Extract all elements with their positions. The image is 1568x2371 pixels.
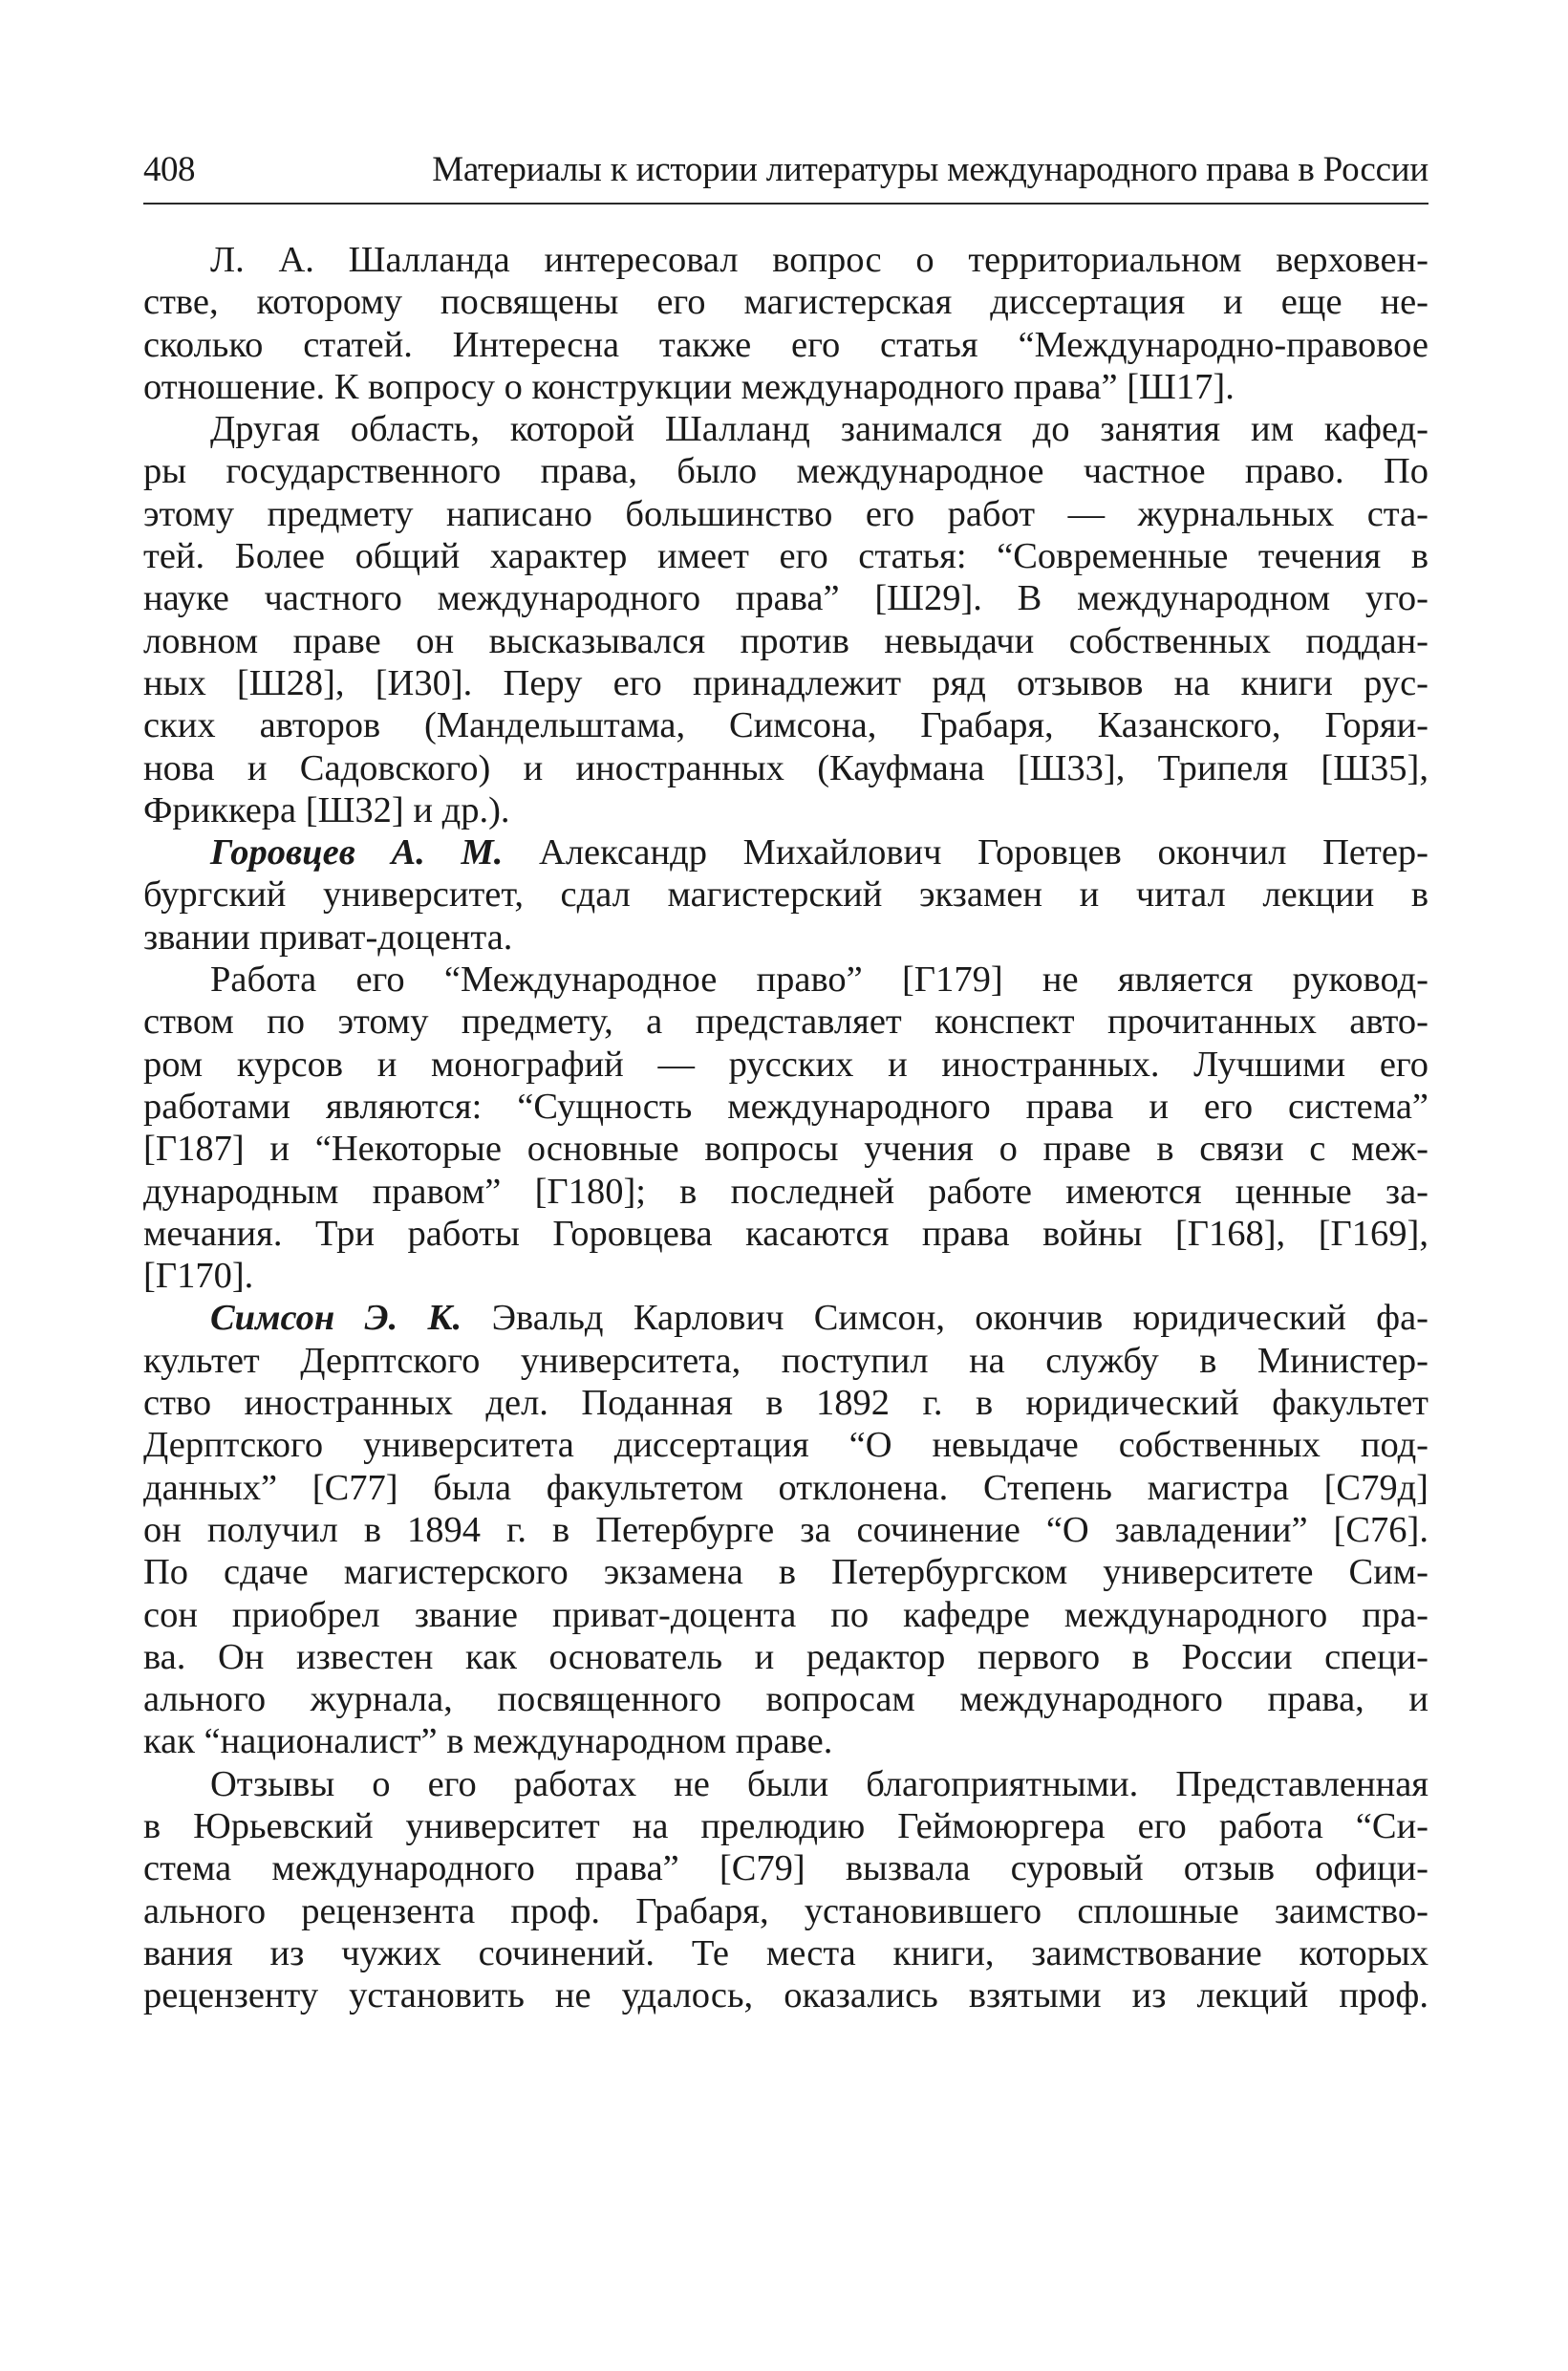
line-text — [143, 1382, 1428, 1424]
line-content: Другая область, которой Шалланд занимался до занятия им кафед- — [210, 409, 1428, 450]
line-text — [143, 662, 1428, 704]
page-number: 408 — [143, 150, 195, 189]
line-text — [143, 1932, 1428, 1974]
line-text — [143, 1678, 1428, 1720]
text-line — [143, 324, 1428, 366]
line-content: он получил в 1894 г. в Петербурге за сочинение “О завладении” [С76]. — [143, 1509, 1428, 1550]
paragraph — [143, 831, 1428, 959]
text-line — [143, 1297, 1428, 1339]
text-line — [143, 535, 1428, 577]
line-text — [210, 831, 1428, 873]
text-line — [143, 1467, 1428, 1509]
line-content: Отзывы о его работах не были благоприятными. Представленная — [210, 1763, 1428, 1804]
text-line — [143, 1720, 1428, 1762]
text-line — [143, 493, 1428, 535]
line-content: сколько статей. Интересна также его статья “Международно-правовое — [143, 324, 1428, 365]
line-text — [143, 1424, 1428, 1466]
line-text — [143, 1128, 1428, 1170]
line-content: ловном праве он высказывался против невыдачи собственных поддан- — [143, 620, 1428, 661]
line-text — [210, 1297, 1428, 1339]
text-line — [143, 704, 1428, 746]
paragraph — [143, 1763, 1428, 2017]
line-content: культет Дерптского университета, поступил на службу в Министер- — [143, 1340, 1428, 1381]
line-content: Л. А. Шалланда интересовал вопрос о территориальном верховен- — [210, 240, 1428, 280]
line-text — [143, 620, 1428, 662]
line-text — [210, 239, 1428, 281]
text-line — [143, 1847, 1428, 1889]
text-line — [143, 1763, 1428, 1805]
line-content: дународным правом” [Г180]; в последней работе имеются ценные за- — [143, 1171, 1428, 1212]
line-text — [143, 493, 1428, 535]
text-line — [143, 366, 1428, 408]
line-text — [143, 916, 1428, 959]
line-text — [143, 1720, 1428, 1762]
text-line — [143, 1678, 1428, 1720]
line-text — [143, 1255, 1428, 1297]
paragraph — [143, 408, 1428, 831]
line-text — [143, 1551, 1428, 1593]
text-line — [143, 873, 1428, 916]
line-content: вания из чужих сочинений. Те места книги, заимствование которых — [143, 1932, 1428, 1973]
line-text — [210, 959, 1428, 1001]
line-content: науке частного международного права” [Ш29]. В международном уго- — [143, 578, 1428, 619]
line-text — [143, 577, 1428, 619]
line-content: звании приват-доцента. — [143, 916, 513, 958]
line-content: ством по этому предмету, а представляет конспект прочитанных авто- — [143, 1002, 1428, 1043]
line-content: данных” [С77] была факультетом отклонена. Степень магистра [С79д] — [143, 1467, 1428, 1508]
line-content: Эвальд Карлович Симсон, окончив юридический фа- — [462, 1298, 1429, 1339]
line-text — [143, 873, 1428, 916]
line-text — [210, 408, 1428, 450]
text-line — [143, 662, 1428, 704]
line-text — [143, 535, 1428, 577]
text-line — [143, 1636, 1428, 1678]
line-content: ального рецензента проф. Грабаря, установившего сплошные заимство- — [143, 1890, 1428, 1931]
book-page — [143, 143, 1429, 2016]
text-line — [143, 1128, 1428, 1170]
line-text — [143, 747, 1428, 789]
line-content: работами являются: “Сущность международного права и его система” — [143, 1086, 1428, 1127]
line-content: Работа его “Международное право” [Г179] не является руковод- — [210, 959, 1428, 1001]
text-line — [143, 577, 1428, 619]
text-line — [143, 1086, 1428, 1128]
line-content: бургский университет, сдал магистерский экзамен и читал лекции в — [143, 874, 1428, 916]
text-line — [143, 1805, 1428, 1847]
paragraph — [143, 959, 1428, 1297]
line-content: стема международного права” [С79] вызвала суровый отзыв офици- — [143, 1848, 1428, 1889]
line-content: тей. Более общий характер имеет его статья: “Современные течения в — [143, 536, 1428, 577]
line-content: как “националист” в международном праве. — [143, 1721, 833, 1762]
line-content: ального журнала, посвященного вопросам международного права, и — [143, 1679, 1428, 1720]
line-content: сон приобрел звание приват-доцента по кафедре международного пра- — [143, 1594, 1428, 1635]
text-line — [143, 1890, 1428, 1932]
line-content: ских авторов (Мандельштама, Симсона, Грабаря, Казанского, Горяи- — [143, 705, 1428, 746]
text-line — [143, 408, 1428, 450]
line-content: этому предмету написано большинство его работ — журнальных ста- — [143, 493, 1428, 534]
header-rule — [143, 203, 1428, 205]
line-text — [143, 1847, 1428, 1889]
line-content: [Г170]. — [143, 1256, 254, 1297]
line-text — [143, 789, 1428, 831]
line-content: в Юрьевский университет на прелюдию Геймоюргера его работа “Си- — [143, 1805, 1428, 1846]
text-line — [143, 1932, 1428, 1974]
line-text — [143, 704, 1428, 746]
line-text — [210, 1763, 1428, 1805]
running-head — [143, 143, 1428, 197]
paragraph — [143, 239, 1428, 408]
line-content: ва. Он известен как основатель и редактор первого в России специ- — [143, 1636, 1428, 1677]
text-line — [143, 1382, 1428, 1424]
entry-heading: Симсон Э. К. — [210, 1298, 462, 1339]
text-line — [143, 789, 1428, 831]
text-line — [143, 1551, 1428, 1593]
body-text — [143, 239, 1428, 2016]
line-text — [143, 1890, 1428, 1932]
text-line — [143, 620, 1428, 662]
text-line — [143, 1594, 1428, 1636]
line-content: Александр Михайлович Горовцев окончил Петер- — [503, 832, 1428, 873]
line-text — [143, 1467, 1428, 1509]
text-line — [143, 959, 1428, 1001]
text-line — [143, 1974, 1428, 2016]
paragraph — [143, 1297, 1428, 1762]
line-text — [143, 450, 1428, 492]
line-text — [143, 1044, 1428, 1086]
line-text — [143, 1974, 1428, 2016]
line-text — [143, 1213, 1428, 1255]
line-content: ры государственного права, было международное частное право. По — [143, 451, 1428, 492]
text-line — [143, 831, 1428, 873]
line-content: нова и Садовского) и иностранных (Кауфмана [Ш33], Трипеля [Ш35], — [143, 747, 1428, 788]
running-title: Материалы к истории литературы международного права в России — [432, 150, 1428, 189]
text-line — [143, 281, 1428, 323]
line-content: отношение. К вопросу о конструкции международного права” [Ш17]. — [143, 366, 1235, 407]
line-content: Дерптского университета диссертация “О невыдаче собственных под- — [143, 1425, 1428, 1466]
line-text — [143, 1001, 1428, 1043]
line-content: мечания. Три работы Горовцева касаются права войны [Г168], [Г169], — [143, 1213, 1428, 1254]
line-content: рецензенту установить не удалось, оказались взятыми из лекций проф. — [143, 1975, 1428, 2016]
line-text — [143, 1636, 1428, 1678]
text-line — [143, 239, 1428, 281]
line-text — [143, 324, 1428, 366]
text-line — [143, 1001, 1428, 1043]
line-content: ром курсов и монографий — русских и иностранных. Лучшими его — [143, 1044, 1428, 1085]
text-line — [143, 1509, 1428, 1551]
text-line — [143, 450, 1428, 492]
line-content: [Г187] и “Некоторые основные вопросы учения о праве в связи с меж- — [143, 1129, 1428, 1170]
line-text — [143, 1086, 1428, 1128]
line-text — [143, 1171, 1428, 1213]
line-text — [143, 1594, 1428, 1636]
line-content: По сдаче магистерского экзамена в Петербургском университете Сим- — [143, 1552, 1428, 1593]
line-text — [143, 366, 1428, 408]
text-line — [143, 1044, 1428, 1086]
line-content: Фриккера [Ш32] и др.). — [143, 789, 510, 830]
text-line — [143, 1424, 1428, 1466]
line-text — [143, 1509, 1428, 1551]
line-content: ных [Ш28], [И30]. Перу его принадлежит ряд отзывов на книги рус- — [143, 662, 1428, 703]
line-content: стве, которому посвящены его магистерская диссертация и еще не- — [143, 282, 1428, 323]
line-text — [143, 1805, 1428, 1847]
text-line — [143, 1255, 1428, 1297]
entry-heading: Горовцев А. М. — [210, 832, 504, 873]
text-line — [143, 1340, 1428, 1382]
line-content: ство иностранных дел. Поданная в 1892 г. в юридический факультет — [143, 1383, 1428, 1424]
text-line — [143, 747, 1428, 789]
text-line — [143, 1213, 1428, 1255]
line-text — [143, 1340, 1428, 1382]
text-line — [143, 916, 1428, 959]
text-line — [143, 1171, 1428, 1213]
line-text — [143, 281, 1428, 323]
